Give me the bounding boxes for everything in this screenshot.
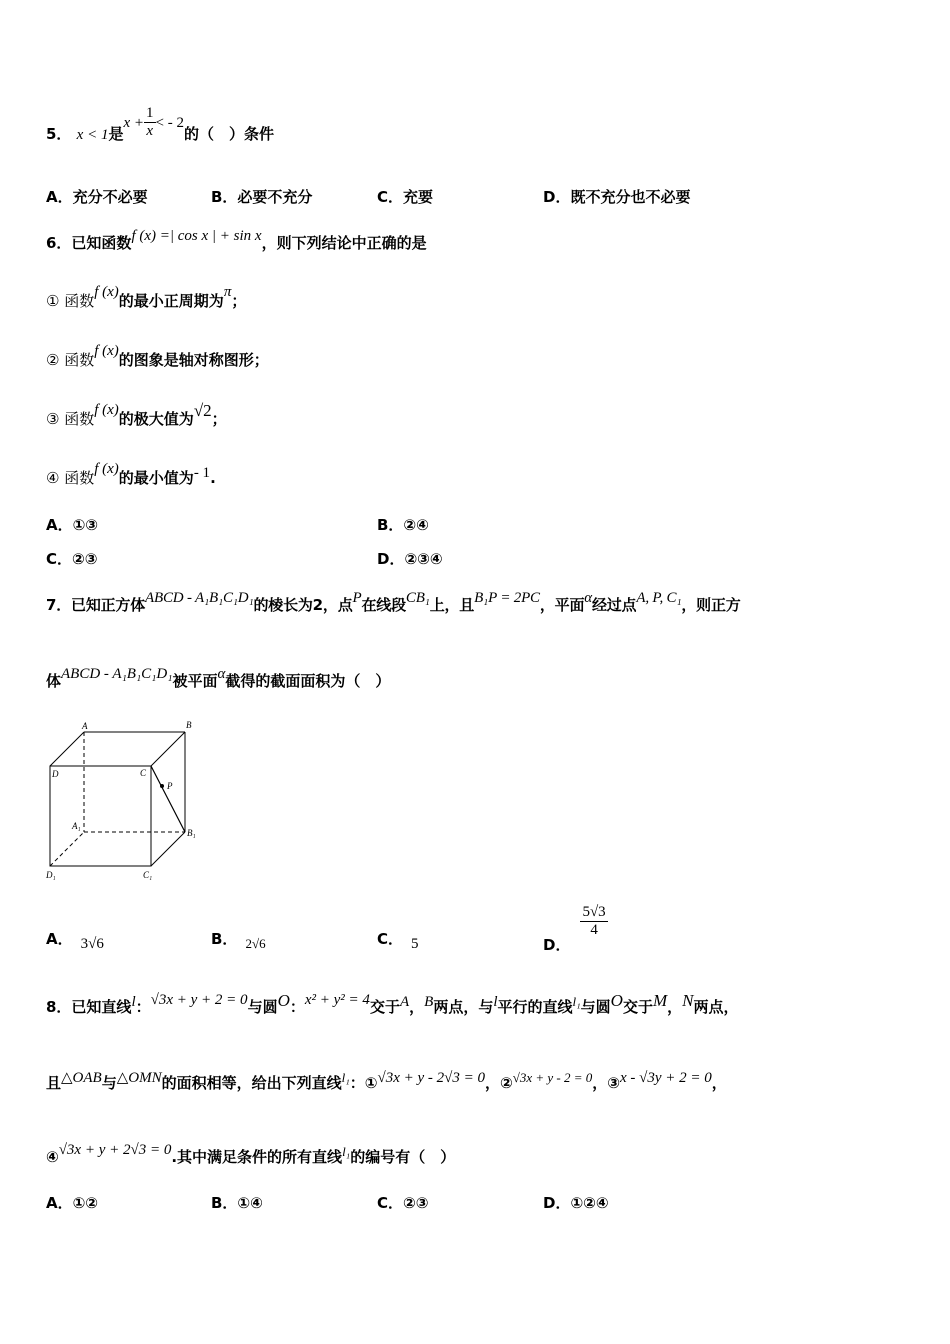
q5-fraction: $\frac{1}{x}$ (146, 105, 154, 139)
q6-item-4: ④ 函数f (x)的最小值为- 1. (46, 461, 216, 487)
cube-figure (44, 718, 214, 888)
q7-stem-line2: 体ABCD - A₁B₁C₁D₁被平面α截得的截面面积为（ ） (46, 666, 391, 690)
q6-option-c[interactable]: C．②③ (46, 550, 98, 568)
q7-cube: ABCD - A₁B₁C₁D₁ (145, 590, 254, 606)
q6-stem: 6．已知函数f (x) =| cos x | + sin x，则下列结论中正确的是 (46, 228, 427, 252)
label-b1: B₁ (187, 828, 196, 838)
label-d1: D₁ (46, 870, 56, 880)
q6-option-b[interactable]: B．②④ (377, 516, 429, 534)
q6-option-d[interactable]: D．②③④ (377, 550, 443, 568)
q5-cond1: x < 1 (76, 127, 109, 143)
label-a: A (82, 721, 88, 731)
q8-option-c[interactable]: C．②③ (377, 1194, 429, 1212)
q5-option-a[interactable]: A．充分不必要 (46, 188, 148, 206)
label-a1: A₁ (72, 821, 81, 831)
q6-item-1: ① 函数f (x)的最小正周期为π； (46, 284, 247, 310)
q6-option-a[interactable]: A．①③ (46, 516, 99, 534)
label-d: D (52, 769, 59, 779)
q8-option-d[interactable]: D．①②④ (543, 1194, 609, 1212)
q7-stem-line1: 7．已知正方体ABCD - A₁B₁C₁D₁的棱长为2，点P在线段CB₁上，且B₁P = 2PC，平面α经过点A, P, C₁，则正方 (46, 590, 741, 614)
point-p (160, 784, 164, 788)
q8-stem-line2: 且△OAB与△OMN的面积相等，给出下列直线l₁：①√3x + y - 2√3 = 0，②√3x + y - 2 = 0，③x - √3y + 2 = 0， (46, 1070, 727, 1092)
q5-option-b[interactable]: B．必要不充分 (211, 188, 313, 206)
label-p: P (167, 781, 173, 791)
q6-function: f (x) =| cos x | + sin x (131, 228, 262, 244)
q6-item-2: ② 函数f (x)的图象是轴对称图形； (46, 343, 269, 369)
q5-option-d[interactable]: D．既不充分也不必要 (543, 188, 691, 206)
label-c: C (140, 768, 147, 778)
q7-option-d[interactable]: D． $\frac{5√3}{4}$ (543, 904, 606, 954)
label-c1: C₁ (143, 870, 153, 880)
q7-option-a[interactable]: A． 3√6 (46, 930, 104, 952)
q7-option-b[interactable]: B． 2√6 (211, 930, 266, 951)
q8-option-a[interactable]: A．①② (46, 1194, 99, 1212)
q6-item-3: ③ 函数f (x)的极大值为√2； (46, 401, 227, 428)
q8-option-b[interactable]: B．①④ (211, 1194, 263, 1212)
q7-option-d-fraction: $\frac{5√3}{4}$ (582, 904, 606, 938)
q5-option-c[interactable]: C．充要 (377, 188, 434, 206)
label-b: B (186, 720, 192, 730)
q7-option-c[interactable]: C． 5 (377, 930, 419, 952)
q8-stem-line3: ④√3x + y + 2√3 = 0.其中满足条件的所有直线l₁的编号有（ ） (46, 1142, 456, 1166)
q5-stem: 5． x < 1是x + $\frac{1}{x}$ < - 2的（ ）条件 (46, 105, 274, 143)
q8-stem-line1: 8．已知直线l：√3x + y + 2 = 0与圆O：x² + y² = 4交于A，B两点，与l平行的直线l₁与圆O交于M，N两点， (46, 991, 739, 1016)
